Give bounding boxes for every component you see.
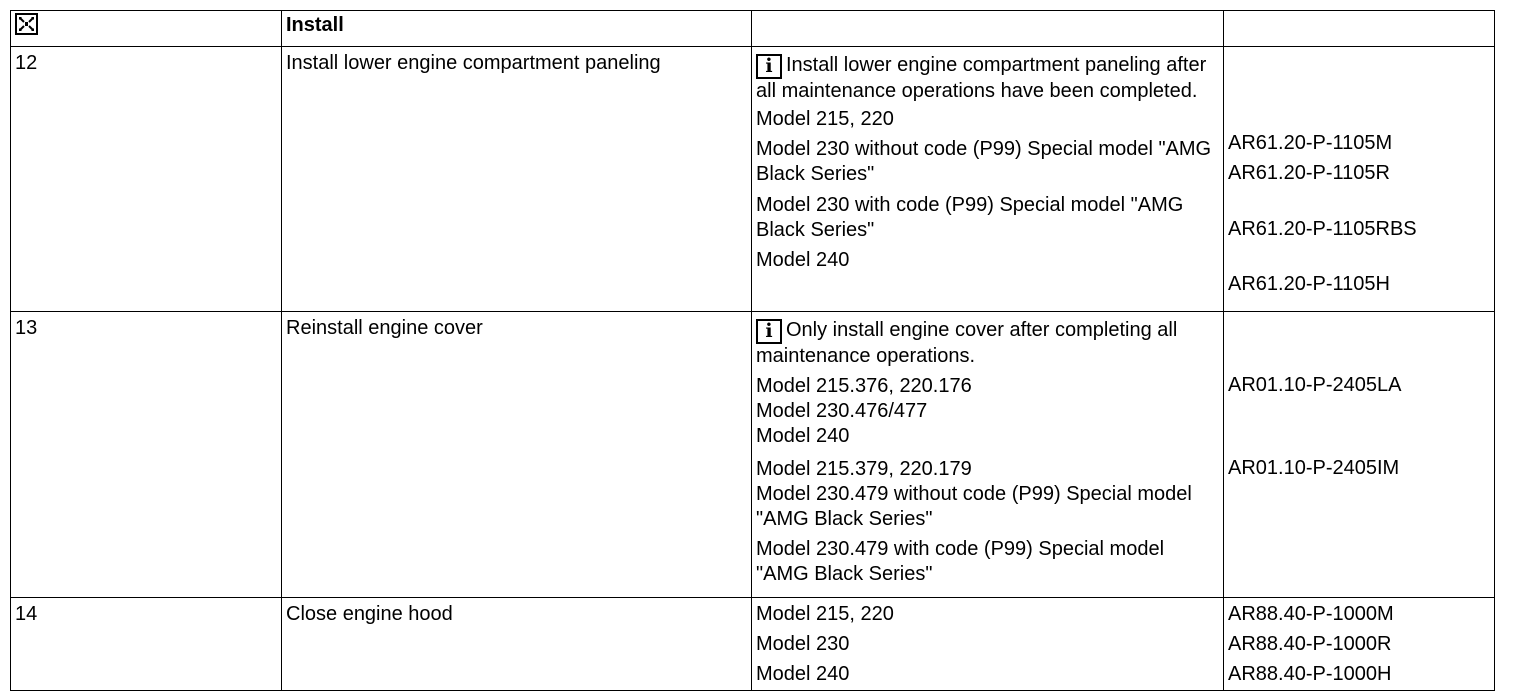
tools-icon [15, 13, 38, 35]
model-entry: Model 215.376, 220.176 [756, 375, 972, 397]
step-number: 13 [11, 312, 282, 598]
step-number: 12 [11, 47, 282, 312]
model-entry: Model 240 [756, 425, 850, 447]
model-entry: Model 240 [756, 249, 850, 271]
header-title: Install [282, 11, 752, 47]
model-entry: Model 215, 220 [756, 108, 894, 130]
table-row [11, 47, 1495, 312]
table-header-row [11, 11, 1495, 47]
step-action: Install lower engine compartment paneling [282, 47, 752, 312]
reference-link[interactable]: AR61.20-P-1105RBS [1228, 218, 1417, 240]
note-text: Only install engine cover after completing all maintenance operations. [756, 319, 1178, 367]
model-entry: Model 215, 220 [756, 603, 894, 625]
reference-link[interactable]: AR61.20-P-1105M [1228, 132, 1393, 154]
spacer [1228, 242, 1490, 267]
reference-cell [1224, 312, 1495, 598]
model-entry: Model 230.476/477 [756, 400, 928, 422]
info-icon: i [756, 54, 782, 79]
step-number: 14 [11, 598, 282, 691]
reference-link[interactable]: AR01.10-P-2405LA [1228, 374, 1402, 396]
note [756, 54, 1206, 102]
spacer [1228, 398, 1490, 456]
model-entry: Model 230 [756, 633, 850, 655]
step-action: Close engine hood [282, 598, 752, 691]
reference-link[interactable]: AR88.40-P-1000H [1228, 663, 1392, 685]
step-details [752, 312, 1224, 598]
header-empty-cell [1224, 11, 1495, 47]
step-action: Reinstall engine cover [282, 312, 752, 598]
reference-link[interactable]: AR88.40-P-1000M [1228, 603, 1394, 625]
header-icon-cell [11, 11, 282, 47]
table-row [11, 312, 1495, 598]
step-details [752, 47, 1224, 312]
reference-link[interactable]: AR61.20-P-1105H [1228, 273, 1390, 295]
model-entry: Model 230.479 with code (P99) Special model "AMG Black Series" [756, 538, 1165, 585]
spacer [1228, 53, 1490, 131]
procedure-table [10, 10, 1495, 691]
step-details [752, 598, 1224, 691]
reference-link[interactable]: AR61.20-P-1105R [1228, 162, 1390, 184]
model-entry: Model 215.379, 220.179 [756, 458, 972, 480]
spacer [1228, 186, 1490, 211]
reference-link[interactable]: AR01.10-P-2405IM [1228, 457, 1400, 479]
model-entry: Model 230.479 without code (P99) Special model "AMG Black Series" [756, 483, 1192, 530]
note-text: Install lower engine compartment paneling after all maintenance operations have been completed. [756, 54, 1207, 102]
model-entry: Model 230 with code (P99) Special model "AMG Black Series" [756, 194, 1184, 241]
model-entry: Model 230 without code (P99) Special model "AMG Black Series" [756, 138, 1212, 185]
model-entry: Model 240 [756, 663, 850, 685]
reference-cell [1224, 598, 1495, 691]
reference-link[interactable]: AR88.40-P-1000R [1228, 633, 1392, 655]
spacer [1228, 318, 1490, 373]
reference-cell [1224, 47, 1495, 312]
info-icon: i [756, 319, 782, 344]
header-empty-cell [752, 11, 1224, 47]
note [756, 319, 1177, 367]
table-row [11, 598, 1495, 691]
